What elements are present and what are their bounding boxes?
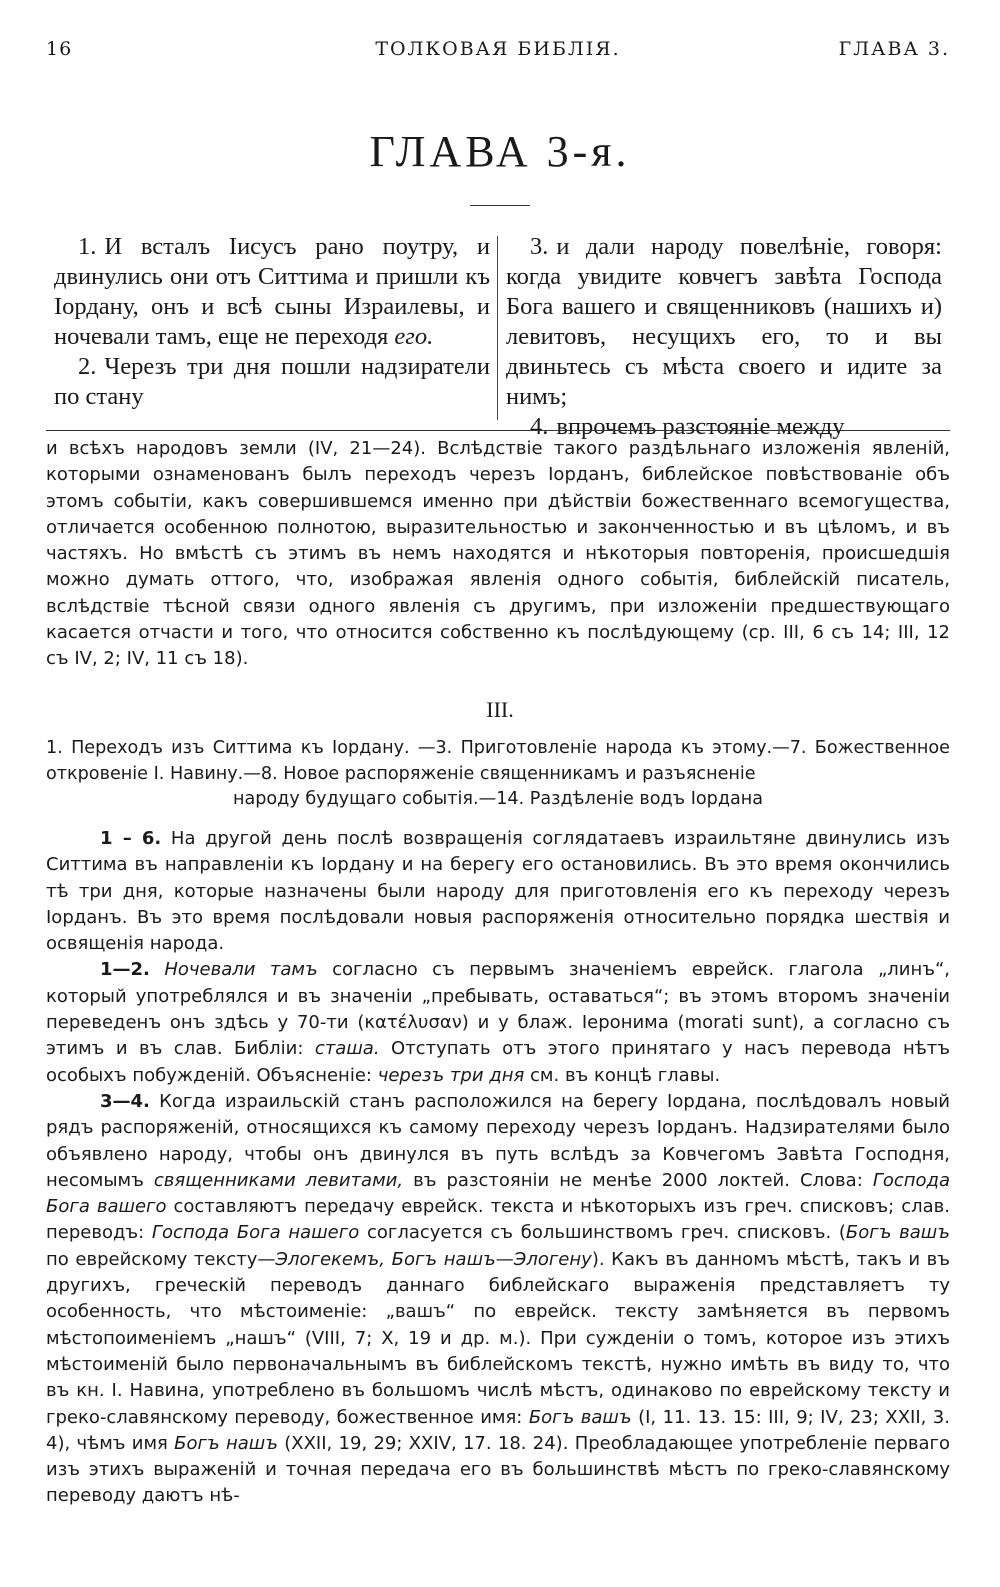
verse-reference: 3—4.	[100, 1090, 150, 1112]
verse-text: и дали народу повелѣніе, говоря: когда увидите ковчегъ завѣта Господа Бога вашего и священниковъ (нашихъ и) левитовъ, несущихъ его, то и вы двиньтесь съ мѣста своего и идите за нимъ;	[506, 233, 942, 410]
verse-2	[54, 352, 490, 412]
verse-number: 1.	[78, 233, 97, 260]
italic-phrase: Господа Бога вашего	[46, 1169, 951, 1218]
scripture-column-right	[506, 232, 942, 442]
commentary-text: см. въ концѣ главы.	[524, 1064, 721, 1086]
verse-reference: 1 – 6.	[100, 828, 162, 849]
italic-phrase: священниками левитами,	[153, 1169, 404, 1191]
title-rule	[470, 205, 530, 206]
book-title-header: ТОЛКОВАЯ БИБЛІЯ.	[375, 38, 621, 60]
page-number: 16	[46, 38, 73, 60]
commentary-text: (I, 11. 13. 15: III, 9; IV, 23; XXII, 3. 4), чѣмъ имя	[46, 1406, 950, 1454]
verse-text: И всталъ Іисусъ рано поутру, и двинулись они отъ Ситтима и пришли къ Іордану, онъ и всѣ сыны Израилевы, и ночевали тамъ, еще не переходя	[54, 233, 490, 350]
italic-phrase: Богъ вашъ	[845, 1222, 950, 1244]
commentary-text: въ разстояніи не менѣе 2000 локтей. Слова:	[403, 1169, 873, 1191]
chapter-title: ГЛАВА 3-я.	[369, 127, 631, 176]
verse-reference: 1—2.	[100, 959, 150, 981]
commentary-text: составляютъ передачу еврейск. текста и нѣкоторыхъ изъ греч. списковъ; слав. переводъ:	[46, 1196, 950, 1244]
running-head	[46, 38, 950, 68]
section-summary	[46, 736, 950, 813]
commentary-text: согласно съ первымъ значеніемъ еврейск. глагола „линъ“, который употреблялся и въ значеніи „пребывать, оставаться“; въ этомъ второмъ значеніи переведенъ онъ здѣсь у 70-ти (κατέλυσαν) и у блаж. Іеронима (morati sunt), а согласно съ этимъ и въ слав. Библіи:	[46, 959, 951, 1060]
commentary	[46, 826, 950, 1510]
scripture-column-left	[54, 232, 490, 412]
section-numeral: III.	[486, 697, 514, 722]
summary-line-1: 1. Переходъ изъ Ситтима къ Іордану. —3. Приготовленіе народа къ этому.—7. Божественное откровеніе І. Навину.—8. Новое распоряженіе священникамъ и разъясненіе	[46, 738, 950, 784]
commentary-text: согласуется съ большинствомъ греч. списковъ. (	[359, 1222, 846, 1244]
verse-number: 4.	[530, 413, 549, 440]
commentary-text: На другой день послѣ возвращенія соглядатаевъ израильтяне двинулись изъ Ситтима въ направленіи къ Іордану и на берегу его остановились. Въ это время окончились тѣ три дня, которые назначены были народу для приготовленія его къ переходу черезъ Іорданъ. Въ это время послѣдовали новыя распоряженія относительно порядка шествія и освященія народа.	[46, 828, 950, 955]
italic-phrase: Богъ вашъ	[528, 1406, 632, 1428]
text-commentary-divider	[46, 430, 950, 431]
verse-text: впрочемъ разстояніе между	[556, 413, 845, 440]
italic-phrase: Господа Бога нашего	[151, 1222, 360, 1244]
commentary-text: (XXII, 19, 29; XXIV, 17. 18. 24). Преобладающее употребленіе перваго изъ этихъ выраженій и точная передача его въ большинствѣ мѣстъ по греко-славянскому переводу даютъ нѣ-	[46, 1432, 950, 1507]
verse-number: 2.	[78, 353, 97, 380]
italic-phrase: Ночевали тамъ	[164, 959, 318, 981]
verse-1	[54, 232, 490, 352]
italic-phrase: сташа.	[314, 1038, 380, 1060]
summary-line-2: народу будущаго событія.—14. Раздѣленіе водъ Іордана	[232, 789, 764, 809]
verse-text: Черезъ три дня пошли надзиратели по стану	[54, 353, 490, 410]
verse-italic-word: его.	[394, 323, 434, 350]
commentary-text: Отступать отъ этого принятаго у насъ перевода нѣтъ особыхъ побужденій. Объясненіе:	[46, 1038, 951, 1086]
commentary-text: ). Какъ въ данномъ мѣстѣ, такъ и въ другихъ, греческій переводъ даннаго библейскаго выраженія представляетъ ту особенность, что мѣстоименіе: „вашъ“ по еврейск. тексту замѣняется въ первомъ мѣстопоименіемъ „нашъ“ (VIII, 7; X, 19 и др. м.). При сужденіи о томъ, которое изъ этихъ мѣстоименій было первоначальнымъ въ библейскомъ текстѣ, нужно имѣть въ виду то, что въ кн. І. Навина, употреблено въ большомъ числѣ мѣстъ, одинаково по еврейскому тексту и греко-славянскому переводу, божественное имя:	[46, 1248, 950, 1428]
verse-3	[506, 232, 942, 412]
scripture-text-columns	[54, 232, 950, 440]
italic-phrase: черезъ три дня	[377, 1064, 525, 1086]
italic-phrase: Элогекемъ, Богъ нашъ—Элогену	[275, 1248, 592, 1270]
column-divider	[497, 236, 498, 420]
verse-number: 3.	[530, 233, 549, 260]
commentary-paragraph-2	[46, 957, 950, 1088]
commentary-text: по еврейскому тексту—	[46, 1248, 276, 1270]
commentary-paragraph-1	[46, 826, 950, 957]
chapter-header: ГЛАВА 3.	[838, 38, 950, 60]
italic-phrase: Богъ нашъ	[174, 1432, 278, 1454]
continuation-paragraph: и всѣхъ народовъ земли (IV, 21—24). Вслѣдствіе такого раздѣльнаго изложенія явленій, которыми ознаменованъ былъ переходъ черезъ Іорданъ, библейское повѣствованіе объ этомъ событіи, какъ совершившемся именно при дѣйствіи божественнаго всемогущества, отличается особенною полнотою, выразительностью и законченностью и въ цѣломъ, и въ частяхъ. Но вмѣстѣ съ этимъ въ немъ находятся и нѣкоторыя повторенія, происшедшія можно думать оттого, что, изображая явленія одного событія, библейскій писатель, вслѣдствіе тѣсной связи одного явленія съ другимъ, при изложеніи предшествующаго касается отчасти и того, что относится собственно къ послѣдующему (ср. III, 6 съ 14; III, 12 съ IV, 2; IV, 11 съ 18).	[46, 438, 950, 670]
commentary-text: Когда израильскій станъ расположился на берегу Іордана, послѣдовалъ новый рядъ распоряженій, относящихся къ самому переходу черезъ Іорданъ. Надзирателями было объявлено народу, чтобы онъ двинулся въ путь вслѣдъ за Ковчегомъ Завѣта Господня, несомымъ	[46, 1090, 950, 1191]
commentary-paragraph-3	[46, 1089, 950, 1510]
